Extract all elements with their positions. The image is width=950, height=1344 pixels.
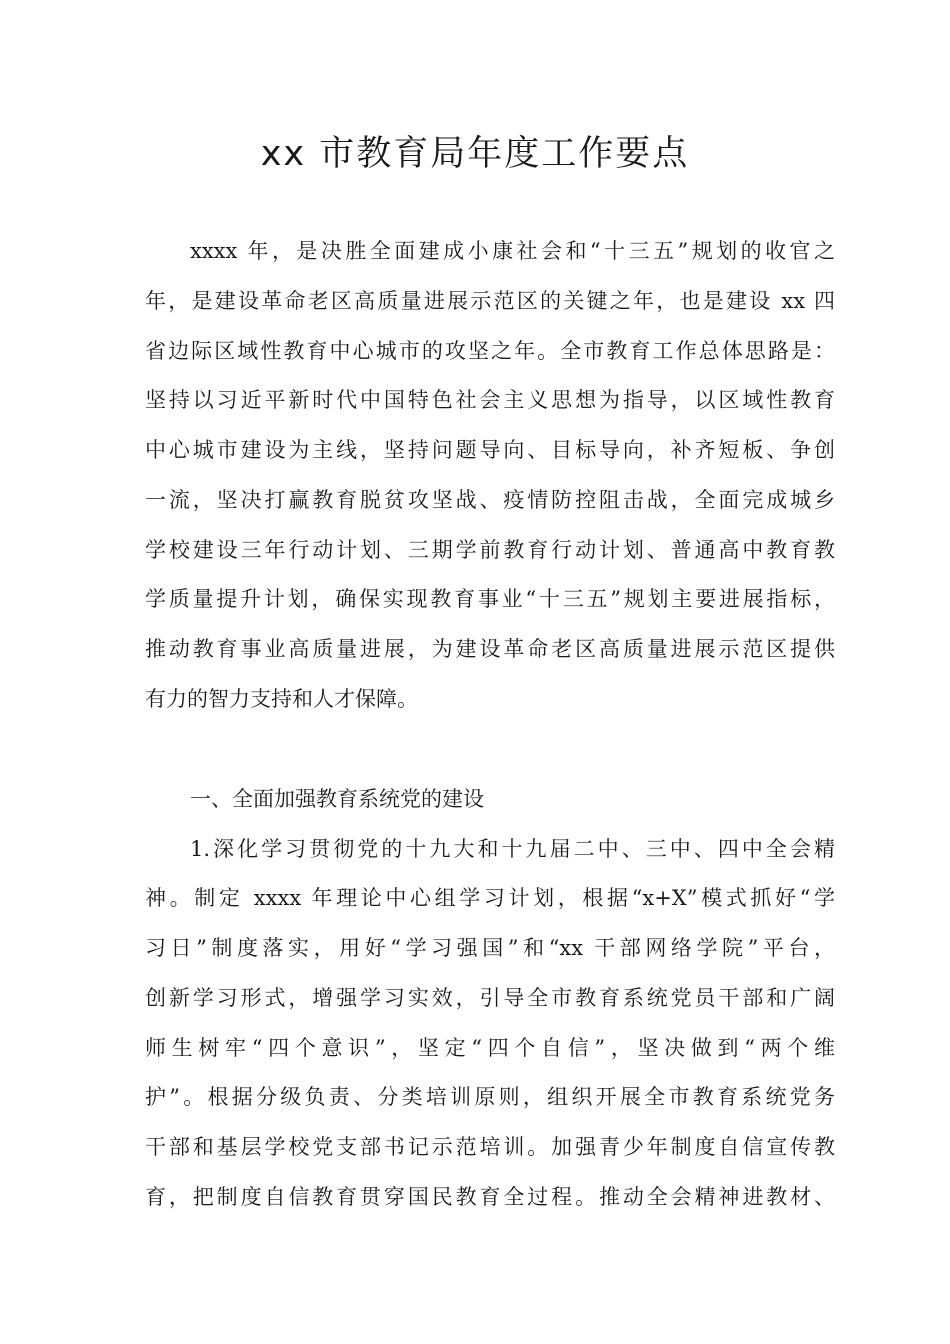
- intro-line-1: xxxx 年，是决胜全面建成小康社会和“十三五”规划的收官之: [190, 239, 835, 263]
- section-heading: 一、全面加强教育系统党的建设: [190, 787, 484, 811]
- item1-line-7: 干部和基层学校党支部书记示范培训。加强青少年制度自信宣传教: [145, 1135, 835, 1159]
- intro-line-9: 推动教育事业高质量进展，为建设革命老区高质量进展示范区提供: [145, 637, 835, 661]
- item1-line-3: 习日”制度落实，用好“学习强国”和“xx 干部网络学院”平台，: [145, 936, 835, 960]
- intro-line-10: 有力的智力支持和人才保障。: [145, 687, 418, 711]
- intro-line-8: 学质量提升计划，确保实现教育事业“十三五”规划主要进展指标，: [145, 587, 835, 611]
- item1-line-4: 创新学习形式，增强学习实效，引导全市教育系统党员干部和广阔: [145, 986, 835, 1010]
- item1-line-2: 神。制定 xxxx 年理论中心组学习计划，根据“x+X”模式抓好“学: [145, 886, 835, 910]
- item1-line-1: 1.深化学习贯彻党的十九大和十九届二中、三中、四中全会精: [190, 837, 835, 861]
- intro-line-5: 中心城市建设为主线，坚持问题导向、目标导向，补齐短板、争创: [145, 438, 835, 462]
- item1-line-8: 育，把制度自信教育贯穿国民教育全过程。推动全会精神进教材、: [145, 1185, 835, 1209]
- intro-line-2: 年，是建设革命老区高质量进展示范区的关键之年，也是建设 xx 四: [145, 289, 835, 313]
- intro-line-4: 坚持以习近平新时代中国特色社会主义思想为指导，以区域性教育: [145, 388, 835, 412]
- item1-line-5: 师生树牢“四个意识”，坚定“四个自信”，坚决做到“两个维: [145, 1036, 835, 1060]
- item1-line-6: 护”。根据分级负责、分类培训原则，组织开展全市教育系统党务: [145, 1085, 835, 1109]
- intro-line-3: 省边际区域性教育中心城市的攻坚之年。全市教育工作总体思路是：: [145, 339, 835, 363]
- intro-line-6: 一流，坚决打赢教育脱贫攻坚战、疫情防控阻击战，全面完成城乡: [145, 488, 835, 512]
- document-title: xx 市教育局年度工作要点: [260, 134, 690, 174]
- intro-line-7: 学校建设三年行动计划、三期学前教育行动计划、普通高中教育教: [145, 538, 835, 562]
